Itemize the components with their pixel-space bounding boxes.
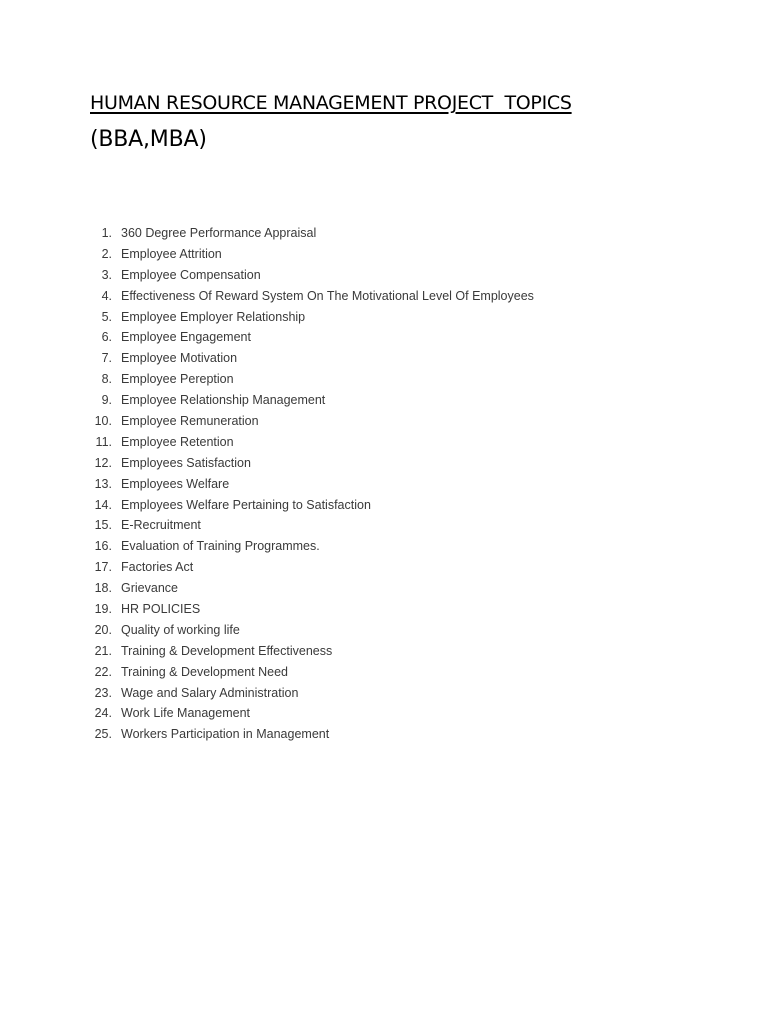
list-item-text: Effectiveness Of Reward System On The Motivational Level Of Employees [121, 288, 534, 303]
list-item-text: Factories Act [121, 560, 194, 575]
list-item-number: 17. [94, 560, 112, 575]
list-item-text: Evaluation of Training Programmes. [121, 539, 320, 554]
list-item-number: 18. [94, 581, 112, 596]
list-item-number: 2. [101, 246, 112, 261]
list-item-text: Training & Development Need [121, 664, 288, 679]
list-item-text: Employee Compensation [121, 267, 261, 282]
list-item-number: 7. [101, 351, 112, 366]
list-item-number: 13. [94, 476, 112, 491]
list-item-number: 4. [101, 288, 112, 303]
list-item-number: 19. [94, 602, 112, 617]
list-item-text: Workers Participation in Management [121, 727, 330, 742]
list-item-number: 3. [101, 267, 112, 282]
list-item-text: E-Recruitment [121, 518, 201, 533]
list-item-text: Training & Development Effectiveness [121, 643, 333, 658]
list-item-text: Employee Employer Relationship [121, 309, 306, 324]
list-item-number: 20. [94, 622, 112, 637]
list-item-number: 1. [101, 226, 112, 240]
list-item-text: Employee Attrition [121, 246, 222, 261]
list-item-text: 360 Degree Performance Appraisal [121, 226, 317, 240]
list-item-number: 16. [94, 539, 112, 554]
list-item-text: Employee Relationship Management [121, 393, 326, 408]
document-title: HUMAN RESOURCE MANAGEMENT PROJECT TOPICS [90, 92, 572, 114]
list-item-text: Employee Retention [121, 434, 234, 449]
list-item-text: HR POLICIES [121, 602, 201, 617]
list-item-text: Quality of working life [121, 622, 240, 637]
document-subtitle: (BBA,MBA) [90, 127, 207, 152]
list-item-text: Employees Welfare Pertaining to Satisfaction [121, 497, 371, 512]
list-item-text: Wage and Salary Administration [121, 685, 299, 700]
list-item-text: Employee Remuneration [121, 414, 259, 429]
list-item-text: Grievance [121, 581, 178, 596]
list-item-number: 15. [94, 518, 112, 533]
list-item-text: Employee Motivation [121, 351, 238, 366]
list-item-number: 21. [94, 643, 112, 658]
list-item-number: 11. [95, 434, 112, 449]
list-item-number: 24. [94, 706, 112, 721]
list-item-number: 8. [101, 372, 112, 387]
list-item-number: 12. [94, 455, 112, 470]
list-item-number: 14. [94, 497, 112, 512]
list-item-number: 10. [94, 414, 112, 429]
list-item-number: 23. [94, 685, 112, 700]
list-item-text: Work Life Management [121, 706, 250, 721]
list-item-number: 25. [94, 727, 112, 742]
list-item-number: 6. [101, 330, 112, 345]
list-item-number: 5. [101, 309, 112, 324]
list-item-text: Employees Welfare [121, 476, 230, 491]
list-item-text: Employee Pereption [121, 372, 234, 387]
list-item-number: 9. [101, 393, 112, 408]
list-item-number: 22. [94, 664, 112, 679]
list-item-text: Employees Satisfaction [121, 455, 251, 470]
list-item-text: Employee Engagement [121, 330, 251, 345]
